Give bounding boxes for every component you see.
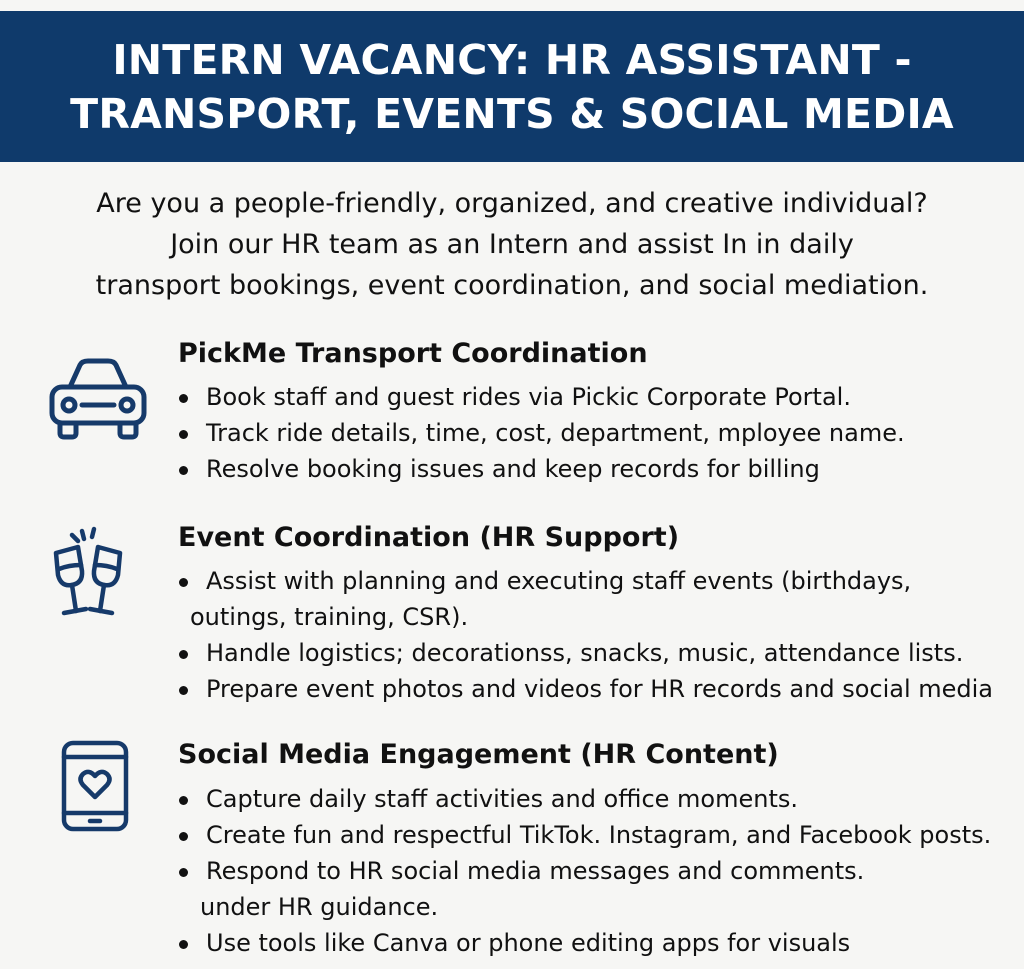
page-title-line-1: INTERN VACANCY: HR ASSISTANT - xyxy=(112,35,912,84)
page-title-line-2: TRANSPORT, EVENTS & SOCIAL MEDIA xyxy=(70,89,954,138)
bullet-icon xyxy=(179,796,188,805)
intro-line-3: transport bookings, event coordination, and social mediation. xyxy=(95,270,929,301)
bullet-list-transport xyxy=(176,379,905,487)
section-events xyxy=(0,519,1024,709)
section-title-social-media: Social Media Engagement (HR Content) xyxy=(178,739,779,770)
bullet-icon xyxy=(179,686,188,695)
bullet-icon xyxy=(179,832,188,841)
intro-line-1: Are you a people-friendly, organized, and creative individual? xyxy=(96,188,928,219)
bullet-icon xyxy=(179,430,188,439)
list-item: Resolve booking issues and keep records for billing xyxy=(176,451,905,487)
list-item: Assist with planning and executing staff events (birthdays, outings, training, CSR). xyxy=(176,563,993,635)
champagne-glasses-icon xyxy=(42,523,152,633)
intro-paragraph xyxy=(0,183,1024,306)
bullet-icon xyxy=(179,394,188,403)
section-transport xyxy=(0,335,1024,495)
list-item: Capture daily staff activities and office moments. xyxy=(176,781,991,817)
header-banner xyxy=(0,11,1024,162)
bullet-list-social-media xyxy=(176,781,991,961)
bullet-icon xyxy=(179,940,188,949)
section-social-media xyxy=(0,737,1024,969)
list-item: Prepare event photos and videos for HR records and social media xyxy=(176,671,993,707)
intro-line-2: Join our HR team as an Intern and assist In in daily xyxy=(170,229,854,260)
list-item: Track ride details, time, cost, department, mployee name. xyxy=(176,415,905,451)
section-title-events: Event Coordination (HR Support) xyxy=(178,522,680,553)
list-item: Book staff and guest rides via Pickic Corporate Portal. xyxy=(176,379,905,415)
bullet-icon xyxy=(179,466,188,475)
list-item: Respond to HR social media messages and comments. under HR guidance. xyxy=(176,853,991,925)
bullet-icon xyxy=(179,868,188,877)
list-item: Create fun and respectful TikTok. Instagram, and Facebook posts. xyxy=(176,817,991,853)
car-icon xyxy=(42,345,152,455)
list-item: Use tools like Canva or phone editing apps for visuals xyxy=(176,925,991,961)
section-title-transport: PickMe Transport Coordination xyxy=(178,338,648,369)
phone-heart-icon xyxy=(42,739,152,849)
bullet-list-events xyxy=(176,563,993,707)
bullet-icon xyxy=(179,578,188,587)
list-item: Handle logistics; decorationss, snacks, music, attendance lists. xyxy=(176,635,993,671)
bullet-icon xyxy=(179,650,188,659)
